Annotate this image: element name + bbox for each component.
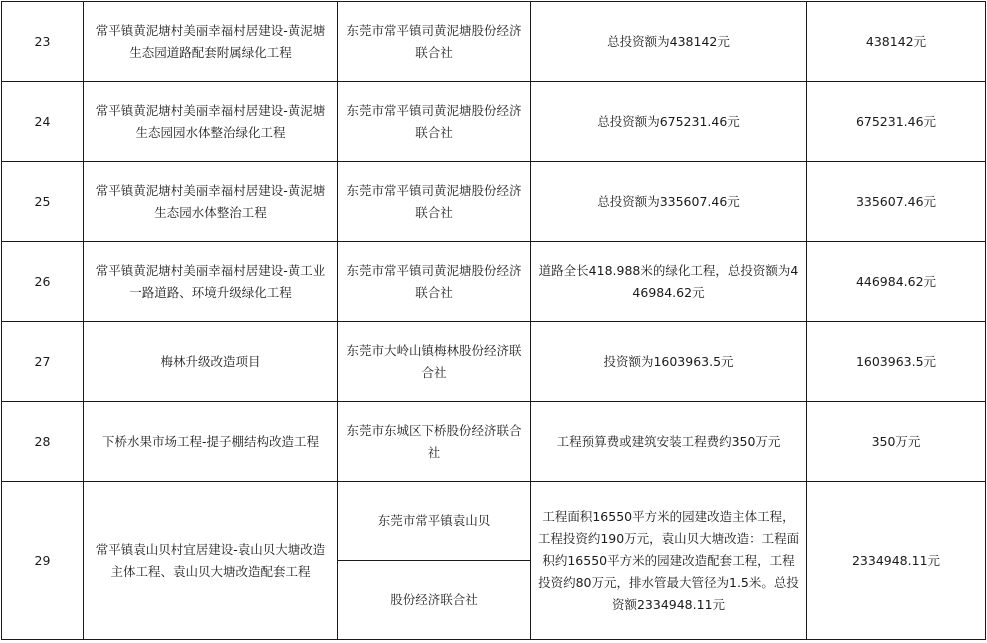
investment-amount: 335607.46元	[807, 162, 986, 242]
table-row	[2, 482, 986, 561]
row-number: 28	[2, 402, 84, 482]
project-name: 常平镇黄泥塘村美丽幸福村居建设-黄泥塘生态园园水体整治绿化工程	[84, 82, 338, 162]
row-number: 24	[2, 82, 84, 162]
row-number: 29	[2, 482, 84, 640]
project-content: 总投资额为438142元	[531, 2, 807, 82]
table-row	[2, 82, 986, 162]
table-row	[2, 242, 986, 322]
implementing-unit: 东莞市常平镇司黄泥塘股份经济联合社	[338, 162, 531, 242]
investment-amount: 350万元	[807, 402, 986, 482]
investment-amount: 2334948.11元	[807, 482, 986, 640]
implementing-unit: 东莞市常平镇司黄泥塘股份经济联合社	[338, 82, 531, 162]
investment-amount: 446984.62元	[807, 242, 986, 322]
table-row	[2, 322, 986, 402]
row-number: 25	[2, 162, 84, 242]
project-content: 工程面积16550平方米的园建改造主体工程，工程投资约190万元，袁山贝大塘改造：工程面积约16550平方米的园建改造配套工程，工程投资约80万元，排水管最大管径为1.5米。总投资额2334948.11元	[531, 482, 807, 640]
implementing-unit-top: 东莞市常平镇袁山贝	[338, 482, 531, 561]
investment-amount: 438142元	[807, 2, 986, 82]
implementing-unit: 东莞市东城区下桥股份经济联合社	[338, 402, 531, 482]
project-content: 投资额为1603963.5元	[531, 322, 807, 402]
investment-amount: 675231.46元	[807, 82, 986, 162]
table-row	[2, 402, 986, 482]
project-name: 下桥水果市场工程-提子棚结构改造工程	[84, 402, 338, 482]
project-table	[1, 1, 986, 640]
project-content: 道路全长418.988米的绿化工程，总投资额为446984.62元	[531, 242, 807, 322]
implementing-unit: 东莞市常平镇司黄泥塘股份经济联合社	[338, 2, 531, 82]
project-content: 总投资额为675231.46元	[531, 82, 807, 162]
project-content: 总投资额为335607.46元	[531, 162, 807, 242]
implementing-unit-bottom: 股份经济联合社	[338, 561, 531, 640]
project-name: 常平镇袁山贝村宜居建设-袁山贝大塘改造主体工程、袁山贝大塘改造配套工程	[84, 482, 338, 640]
row-number: 23	[2, 2, 84, 82]
table-row	[2, 2, 986, 82]
row-number: 26	[2, 242, 84, 322]
project-content: 工程预算费或建筑安装工程费约350万元	[531, 402, 807, 482]
project-name: 常平镇黄泥塘村美丽幸福村居建设-黄工业一路道路、环境升级绿化工程	[84, 242, 338, 322]
investment-amount: 1603963.5元	[807, 322, 986, 402]
table-row	[2, 162, 986, 242]
implementing-unit: 东莞市常平镇司黄泥塘股份经济联合社	[338, 242, 531, 322]
project-name: 常平镇黄泥塘村美丽幸福村居建设-黄泥塘生态园水体整治工程	[84, 162, 338, 242]
implementing-unit: 东莞市大岭山镇梅林股份经济联合社	[338, 322, 531, 402]
project-name: 梅林升级改造项目	[84, 322, 338, 402]
project-name: 常平镇黄泥塘村美丽幸福村居建设-黄泥塘生态园道路配套附属绿化工程	[84, 2, 338, 82]
row-number: 27	[2, 322, 84, 402]
